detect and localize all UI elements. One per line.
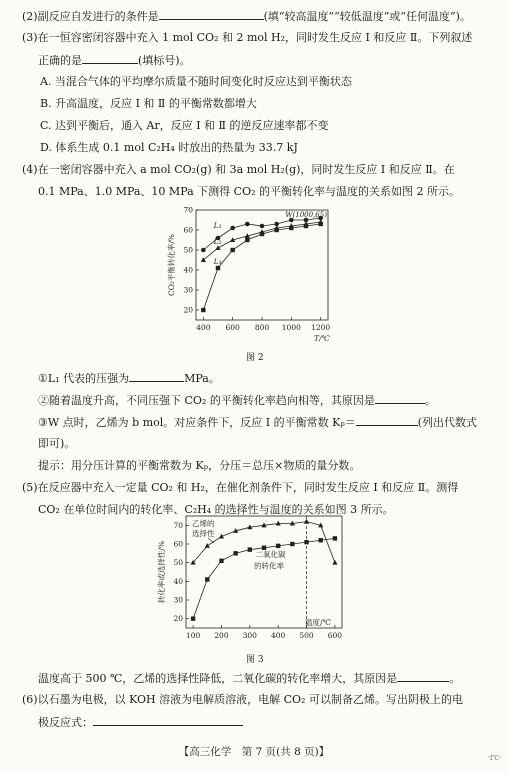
- option-b: B. 升高温度，反应 Ⅰ 和 Ⅱ 的平衡常数都增大: [40, 97, 257, 110]
- data-point: [304, 519, 309, 524]
- question-5-line1: (5)在反应器中充入一定量 CO₂ 和 H₂，在催化剂条件下，同时发生反应 Ⅰ 和反应 Ⅱ。测得: [22, 481, 459, 494]
- answer-blank: [129, 370, 184, 382]
- y-tick-label: 60: [173, 539, 183, 549]
- answer-blank: [93, 714, 243, 726]
- data-point: [319, 538, 323, 542]
- answer-blank: [356, 414, 418, 426]
- data-point: [274, 228, 278, 232]
- q4-2-end: 。: [424, 394, 436, 407]
- data-point: [230, 226, 235, 231]
- question-4-part3-cont: 即可)。: [38, 437, 76, 450]
- data-point: [245, 238, 249, 242]
- q6-text: 极反应式：: [38, 716, 93, 729]
- answer-blank: [397, 670, 449, 682]
- q2-text: (2)副反应自发进行的条件是: [22, 10, 159, 23]
- y-tick-label: 20: [183, 305, 193, 315]
- data-point: [245, 222, 250, 227]
- y-tick-label: 30: [173, 595, 183, 605]
- data-point: [304, 540, 308, 544]
- q2-text-end: (填“较高温度”“较低温度”或“任何温度”)。: [263, 10, 471, 23]
- q3-text-end: (填标号)。: [138, 54, 191, 67]
- q4-3-end: (列出代数式: [417, 416, 478, 429]
- q5-text: 温度高于 500 ℃，乙烯的选择性降低，二氧化碳的转化率增大，其原因是: [38, 672, 398, 685]
- hint: 提示：用分压计算的平衡常数为 Kₚ，分压＝总压×物质的量分数。: [38, 459, 361, 472]
- data-point: [201, 257, 206, 262]
- question-4-part1: [38, 370, 220, 388]
- y-tick-label: 60: [183, 225, 193, 235]
- data-point: [333, 536, 337, 540]
- series-label-selectivity: 选择性: [192, 529, 215, 538]
- x-tick-label: 800: [254, 323, 270, 332]
- question-6-line1: (6)以石墨为电极，以 KOH 溶液为电解质溶液，电解 CO₂ 可以制备乙烯。写出阴极上的电: [22, 693, 463, 706]
- x-tick-label: 500: [299, 631, 314, 640]
- question-3-line2: [38, 52, 191, 70]
- figure-3-caption: 图 3: [246, 655, 264, 665]
- data-point: [289, 226, 293, 230]
- question-4-part3: [38, 414, 477, 432]
- question-6-line2: [38, 714, 243, 732]
- x-tick-label: 400: [271, 631, 286, 640]
- question-5-answer: [38, 670, 460, 688]
- series-label: L₁: [213, 221, 222, 230]
- question-3-line1: (3)在一恒容密闭容器中充入 1 mol CO₂ 和 2 mol H₂，同时发生反应 Ⅰ 和反应 Ⅱ。下列叙述: [22, 31, 473, 44]
- data-point: [201, 308, 205, 312]
- y-axis-label: 转化率或选择性/%: [157, 540, 166, 604]
- corner-mark: ·rc·: [486, 753, 502, 763]
- data-point: [230, 248, 234, 252]
- data-point: [260, 232, 264, 236]
- y-tick-label: 50: [183, 245, 193, 255]
- y-tick-label: 70: [173, 520, 183, 530]
- data-point: [205, 543, 210, 548]
- q4-1-text: ①L₁ 代表的压强为: [38, 372, 130, 385]
- data-point: [276, 544, 280, 548]
- x-tick-label: 600: [327, 631, 343, 640]
- q4-1-unit: MPa。: [184, 372, 220, 385]
- y-axis-label: CO₂平衡转化率/%: [167, 233, 176, 297]
- x-tick-label: 400: [196, 323, 211, 332]
- data-point: [233, 551, 237, 555]
- series-label-conversion: 的转化率: [254, 561, 285, 571]
- y-tick-label: 70: [183, 205, 193, 215]
- q4-2-text: ②随着温度升高，不同压强下 CO₂ 的平衡转化率趋向相等，其原因是: [38, 394, 375, 407]
- answer-blank: [375, 392, 425, 404]
- data-point: [290, 542, 294, 546]
- option-a: A. 当混合气体的平均摩尔质量不随时间变化时反应达到平衡状态: [40, 75, 352, 88]
- y-tick-label: 20: [173, 614, 183, 624]
- question-4-line1: (4)在一密闭容器中充入 a mol CO₂(g) 和 3a mol H₂(g)，同时发生反应 Ⅰ 和反应 Ⅱ。在: [22, 163, 455, 176]
- series-label: L₂: [213, 237, 222, 246]
- data-point: [332, 560, 337, 565]
- series-label: L₃: [213, 257, 222, 266]
- q5-end: 。: [449, 672, 461, 685]
- data-point: [318, 222, 322, 226]
- data-point: [219, 559, 223, 563]
- label-leader: [208, 538, 214, 543]
- data-point: [248, 547, 252, 551]
- question-5-line2: CO₂ 在单位时间内的转化率、C₂H₄ 的选择性与温度的关系如图 3 所示。: [38, 503, 394, 516]
- data-point: [276, 521, 281, 526]
- question-4-part2: [38, 392, 436, 410]
- question-2: [22, 8, 471, 26]
- x-tick-label: 1000: [281, 323, 301, 332]
- point-w-label: W(1000,65): [285, 211, 327, 219]
- series-label-conversion: 二氧化碳: [255, 550, 286, 560]
- q3-text: 正确的是: [38, 54, 82, 67]
- data-point: [216, 266, 220, 270]
- y-tick-label: 40: [183, 265, 193, 275]
- figure-3-chart: [150, 510, 360, 652]
- x-tick-label: 600: [225, 323, 240, 332]
- page-footer: 【高三化学 第 7 页(共 8 页)】: [178, 746, 330, 758]
- answer-blank: [159, 8, 264, 20]
- data-point: [201, 248, 206, 253]
- data-point: [191, 616, 195, 620]
- answer-blank: [82, 52, 138, 64]
- q4-3-text: ③W 点时，乙烯为 b mol。对应条件下，反应 Ⅰ 的平衡常数 Kₚ＝: [38, 416, 356, 429]
- option-c: C. 达到平衡后，通入 Ar，反应 Ⅰ 和 Ⅱ 的逆反应速率都不变: [40, 119, 329, 132]
- y-tick-label: 30: [183, 285, 193, 295]
- question-4-line2: 0.1 MPa、1.0 MPa、10 MPa 下测得 CO₂ 的平衡转化率与温度的关系如图 2 所示。: [38, 185, 460, 198]
- x-axis-label: T/℃: [314, 334, 330, 343]
- x-tick-label: 1200: [311, 323, 331, 332]
- figure-2-caption: 图 2: [246, 353, 264, 363]
- figure-2-chart: [150, 202, 350, 352]
- x-tick-label: 300: [242, 631, 257, 640]
- data-point: [260, 224, 265, 229]
- y-tick-label: 50: [173, 558, 183, 568]
- y-tick-label: 40: [173, 576, 183, 586]
- data-point: [304, 224, 308, 228]
- series-label-selectivity: 乙烯的: [192, 519, 215, 528]
- x-axis-label: 温度/℃: [305, 618, 331, 627]
- option-d: D. 体系生成 0.1 mol C₂H₄ 时放出的热量为 33.7 kJ: [40, 141, 298, 154]
- data-point: [205, 577, 209, 581]
- x-tick-label: 100: [185, 631, 201, 640]
- x-tick-label: 200: [214, 631, 229, 640]
